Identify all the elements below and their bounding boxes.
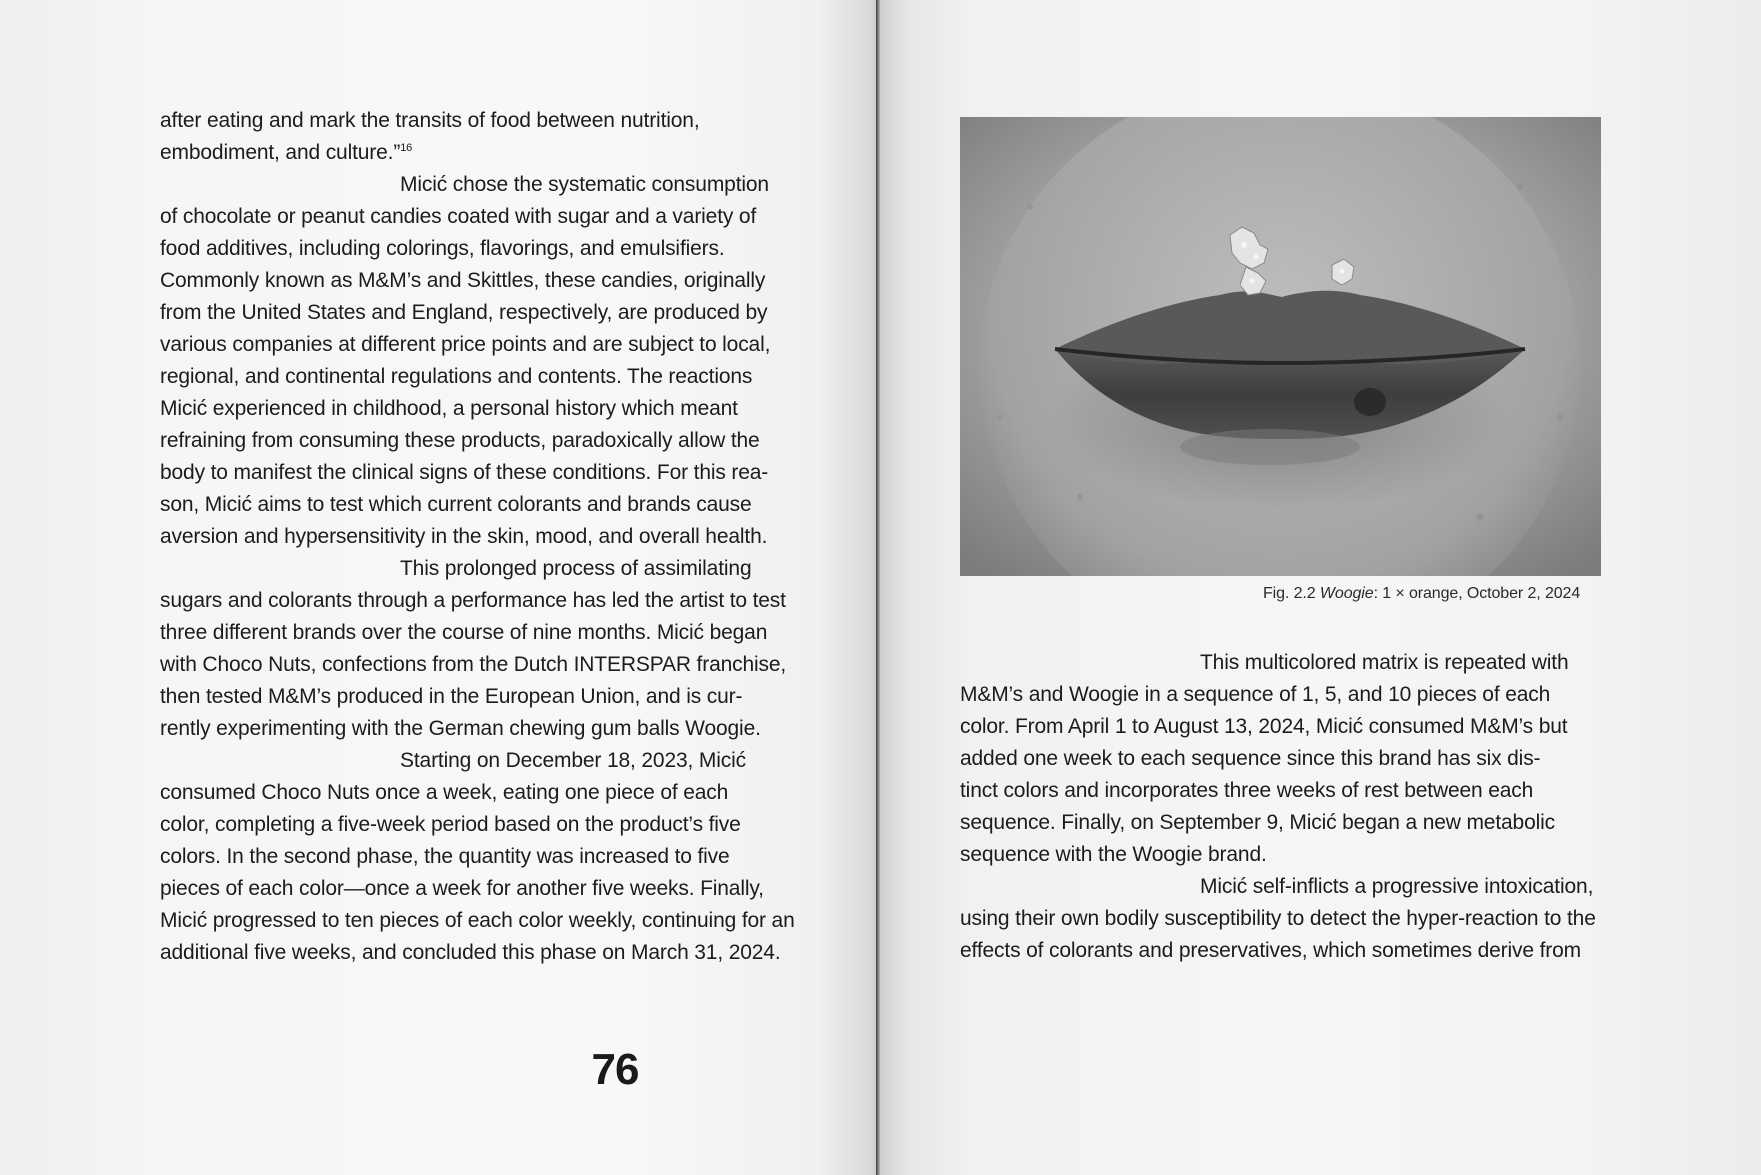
caption-suffix: : 1 × orange, October 2, 2024 — [1373, 585, 1581, 602]
text-line: color, completing a five-week period based on the product’s five — [160, 813, 741, 836]
left-page — [0, 0, 880, 1175]
text-line: regional, and continental regulations and contents. The reactions — [160, 365, 753, 388]
text-line: body to manifest the clinical signs of these conditions. For this rea- — [160, 461, 769, 484]
text-line: of chocolate or peanut candies coated with sugar and a variety of — [160, 205, 757, 228]
footnote-reference: 16 — [400, 142, 413, 154]
text-line: then tested M&M’s produced in the European Union, and is cur- — [160, 685, 743, 708]
text-line: refraining from consuming these products, paradoxically allow the — [160, 429, 760, 452]
text-line: added one week to each sequence since this brand has six dis- — [960, 747, 1541, 770]
paragraph-start-line: Micić chose the systematic consumption — [400, 173, 769, 196]
text-line: Micić progressed to ten pieces of each color weekly, continuing for an — [160, 909, 795, 932]
right-body-text — [960, 647, 1612, 967]
text-line-content: embodiment, and culture.” — [160, 141, 401, 164]
text-line: consumed Choco Nuts once a week, eating one piece of each — [160, 781, 729, 804]
text-line: after eating and mark the transits of food between nutrition, — [160, 109, 700, 132]
text-line: from the United States and England, respectively, are produced by — [160, 301, 768, 324]
lips-photo-illustration — [960, 117, 1601, 576]
text-line: additional five weeks, and concluded this phase on March 31, 2024. — [160, 941, 781, 964]
text-line: Commonly known as M&M’s and Skittles, these candies, originally — [160, 269, 766, 292]
paragraph-start-line: This prolonged process of assimilating — [400, 557, 752, 580]
figure-photo-lips — [960, 117, 1601, 576]
text-line: tinct colors and incorporates three weeks of rest between each — [960, 779, 1534, 802]
text-line: aversion and hypersensitivity in the skin, mood, and overall health. — [160, 525, 768, 548]
left-body-text — [160, 105, 810, 969]
text-line: with Choco Nuts, confections from the Dutch INTERSPAR franchise, — [160, 653, 787, 676]
text-line: rently experimenting with the German chewing gum balls Woogie. — [160, 717, 761, 740]
text-line: sugars and colorants through a performance has led the artist to test — [160, 589, 786, 612]
caption-title: Woogie — [1319, 585, 1374, 602]
text-line: M&M’s and Woogie in a sequence of 1, 5, and 10 pieces of each — [960, 683, 1551, 706]
figure-caption — [960, 583, 1601, 605]
text-line: sequence. Finally, on September 9, Micić began a new metabolic — [960, 811, 1555, 834]
text-line: sequence with the Woogie brand. — [960, 843, 1267, 866]
caption-prefix: Fig. 2.2 — [1263, 585, 1320, 602]
text-line — [160, 137, 810, 169]
page-number: 76 — [591, 1045, 639, 1094]
text-line: Micić experienced in childhood, a personal history which meant — [160, 397, 738, 420]
text-line: color. From April 1 to August 13, 2024, Micić consumed M&M’s but — [960, 715, 1568, 738]
paragraph-start-line: This multicolored matrix is repeated with — [1200, 651, 1569, 674]
text-line: colors. In the second phase, the quantity was increased to five — [160, 845, 730, 868]
text-line: son, Micić aims to test which current colorants and brands cause — [160, 493, 752, 516]
text-line: three different brands over the course of nine months. Micić began — [160, 621, 768, 644]
paragraph-start-line: Micić self-inflicts a progressive intoxication, — [1200, 875, 1594, 898]
paragraph-start-line: Starting on December 18, 2023, Micić — [400, 749, 746, 772]
text-line: various companies at different price points and are subject to local, — [160, 333, 771, 356]
text-line: pieces of each color—once a week for another five weeks. Finally, — [160, 877, 764, 900]
text-line: food additives, including colorings, flavorings, and emulsifiers. — [160, 237, 725, 260]
text-line: effects of colorants and preservatives, which sometimes derive from — [960, 939, 1581, 962]
right-page — [880, 0, 1761, 1175]
text-line: using their own bodily susceptibility to detect the hyper-reaction to the — [960, 907, 1596, 930]
